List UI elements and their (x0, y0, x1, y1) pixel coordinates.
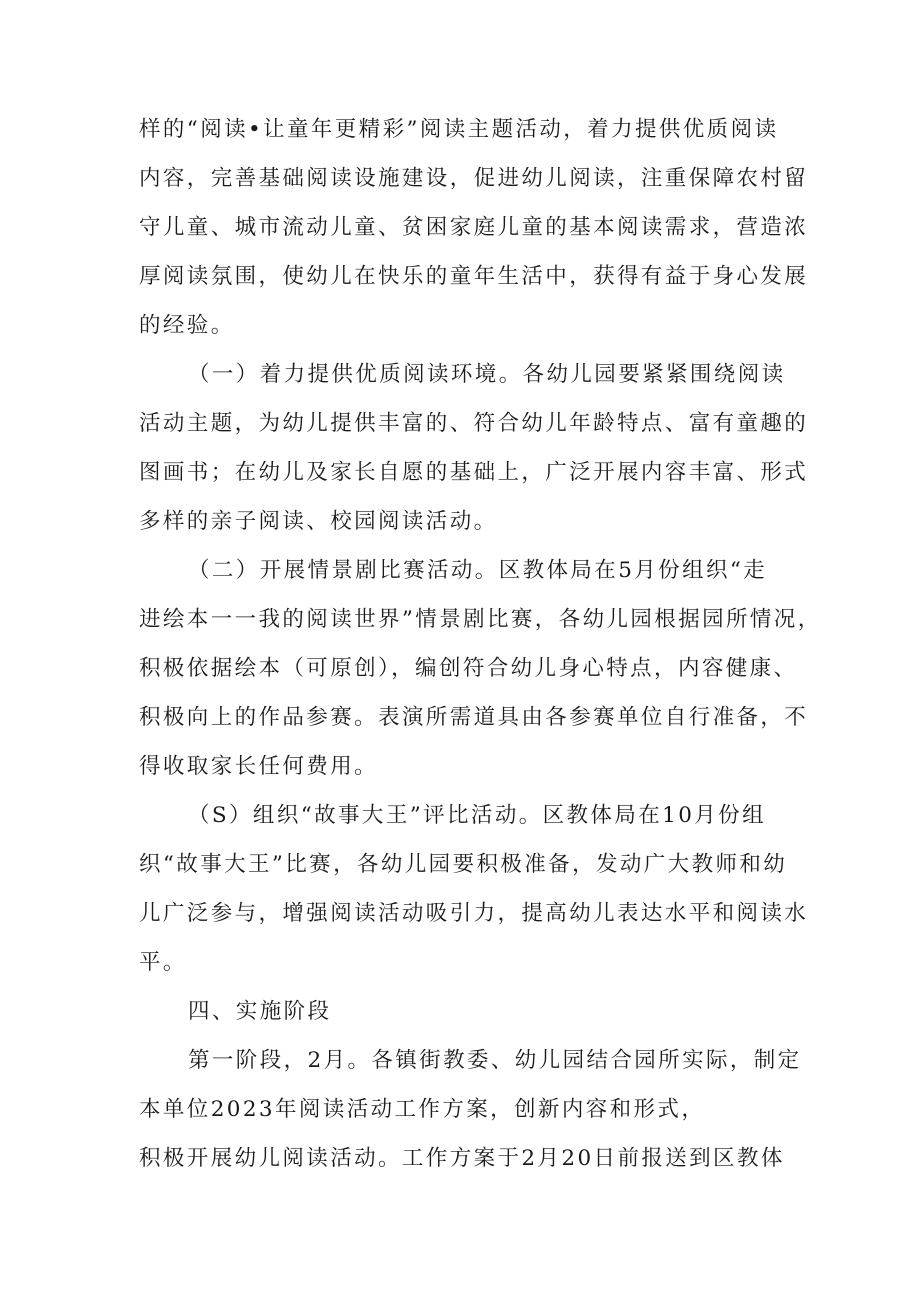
paragraph-line: 积极向上的作品参赛。表演所需道具由各参赛单位自行准备，不 (139, 705, 809, 730)
paragraph-line: 的经验。 (139, 313, 235, 338)
paragraph-line: 样的“阅读•让童年更精彩”阅读主题活动，着力提供优质阅读 (139, 117, 779, 142)
paragraph-line: 儿广泛参与，增强阅读活动吸引力，提高幼儿表达水平和阅读水 (139, 901, 809, 926)
paragraph-line: 积极依据绘本（可原创），编创符合幼儿身心特点，内容健康、 (139, 656, 798, 681)
paragraph-line: （二）开展情景剧比赛活动。区教体局在5月份组织“走 (188, 558, 768, 583)
paragraph-line: 进绘本一一我的阅读世界”情景剧比赛，各幼儿园根据园所情况， (139, 607, 822, 632)
paragraph-line: 平。 (139, 950, 187, 975)
paragraph-line: 得收取家长任何费用。 (139, 754, 379, 779)
paragraph-line: 本单位2023年阅读活动工作方案，创新内容和形式， (139, 1097, 706, 1122)
paragraph-line: 内容，完善基础阅读设施建设，促进幼儿阅读，注重保障农村留 (139, 166, 809, 191)
paragraph-line: 守儿童、城市流动儿童、贫困家庭儿童的基本阅读需求，营造浓 (139, 215, 809, 240)
paragraph-line: 多样的亲子阅读、校园阅读活动。 (139, 509, 498, 534)
paragraph-line: 积极开展幼儿阅读活动。工作方案于2月20日前报送到区教体 (139, 1146, 785, 1171)
paragraph-line: 活动主题，为幼儿提供丰富的、符合幼儿年龄特点、富有童趣的 (139, 411, 809, 436)
paragraph-line: 织“故事大王”比赛，各幼儿园要积极准备，发动广大教师和幼 (139, 852, 788, 877)
paragraph-line: （一）着力提供优质阅读环境。各幼儿园要紧紧围绕阅读 (188, 362, 786, 387)
paragraph-line: 厚阅读氛围，使幼儿在快乐的童年生活中，获得有益于身心发展 (139, 264, 809, 289)
paragraph-line: 第一阶段，2月。各镇街教委、幼儿园结合园所实际，制定 (188, 1048, 802, 1073)
paragraph-line: （S）组织“故事大王”评比活动。区教体局在10月份组 (188, 803, 766, 828)
paragraph-line: 图画书；在幼儿及家长自愿的基础上，广泛开展内容丰富、形式 (139, 460, 809, 485)
section-heading: 四、实施阶段 (188, 999, 332, 1024)
